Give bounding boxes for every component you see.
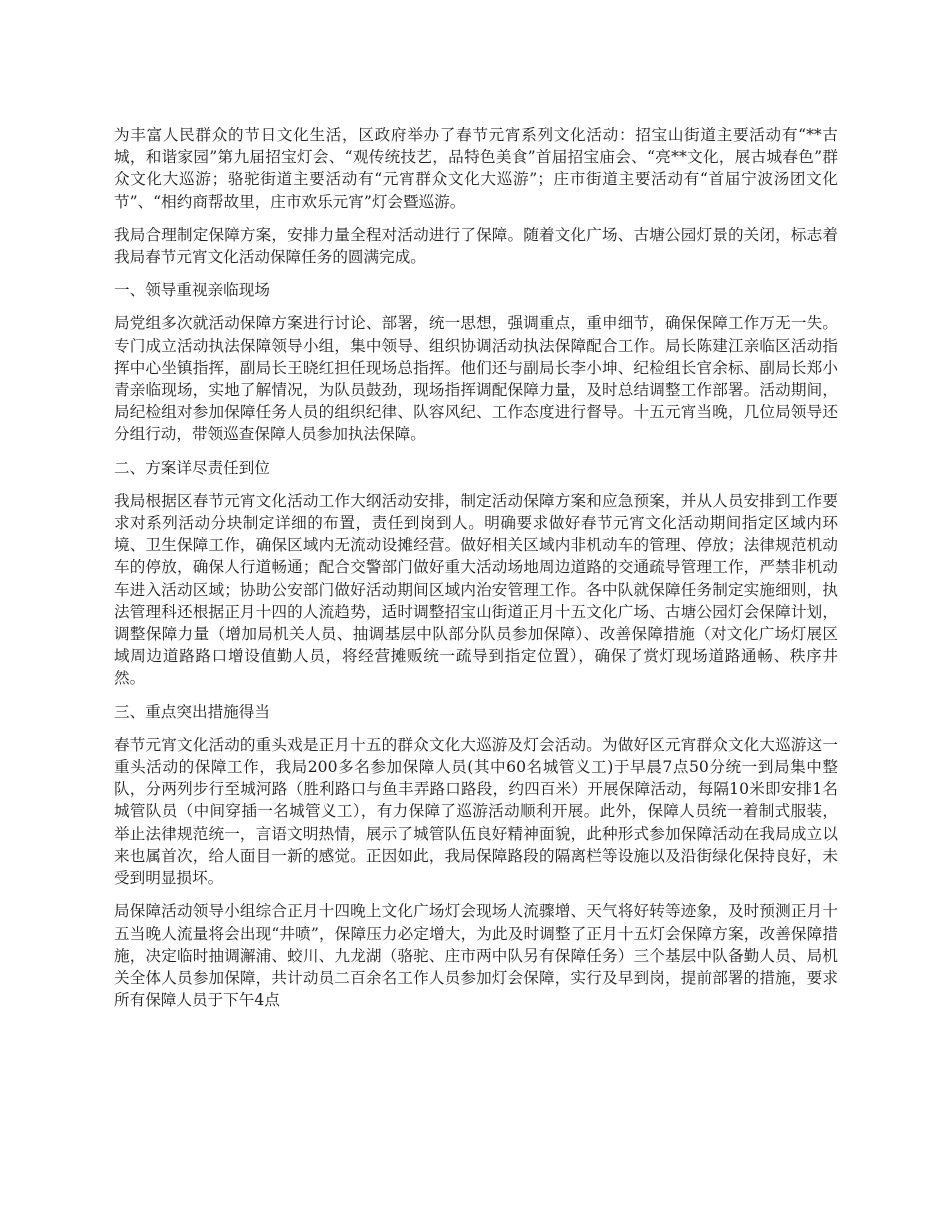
section-heading-1: 一、领导重视亲临现场 (114, 281, 270, 300)
paragraph-section-3b: 局保障活动领导小组综合正月十四晚上文化广场灯会现场人流骤增、天气将好转等迹象，及时预测正月十五当晚人流量将会出现“井喷”，保障压力必定增大，为此及时调整了正月十五灯会保障方案，改善保障措施，决定临时抽调澥浦、蛟川、九龙湖（骆驼、庄市两中队另有保障任务）三个基层中队备勤人员、局机关全体人员参加保障，共计动员二百余名工作人员参加灯会保障，实行及早到岗，提前部署的措施，要求所有保障人员于下午4点 (114, 902, 838, 1010)
paragraph-section-1: 局党组多次就活动保障方案进行讨论、部署，统一思想，强调重点，重申细节，确保保障工作万无一失。专门成立活动执法保障领导小组，集中领导、组织协调活动执法保障配合工作。局长陈建江亲临区活动指挥中心坐镇指挥，副局长王晓红担任现场总指挥。他们还与副局长李小坤、纪检组长官余标、副局长郑小青亲临现场，实地了解情况，为队员鼓劲，现场指挥调配保障力量，及时总结调整工作部署。活动期间，局纪检组对参加保障任务人员的组织纪律、队容风纪、工作态度进行督导。十五元宵当晚，几位局领导还分组行动，带领巡查保障人员参加执法保障。 (114, 314, 838, 444)
paragraph-summary: 我局合理制定保障方案，安排力量全程对活动进行了保障。随着文化广场、古塘公园灯景的关闭，标志着我局春节元宵文化活动保障任务的圆满完成。 (114, 225, 838, 267)
paragraph-section-3a: 春节元宵文化活动的重头戏是正月十五的群众文化大巡游及灯会活动。为做好区元宵群众文化大巡游这一重头活动的保障工作，我局200多名参加保障人员(其中60名城管义工)于早晨7点50分统一到局集中整队，分两列步行至城河路（胜利路口与鱼丰弄路口路段，约四百米）开展保障活动，每隔10米即安排1名城管队员（中间穿插一名城管义工），有力保障了巡游活动顺利开展。此外，保障人员统一着制式服装，举止法律规范统一，言语文明热情，展示了城管队伍良好精神面貌，此种形式参加保障活动在我局成立以来也属首次，给人面目一新的感觉。正因如此，我局保障路段的隔离栏等设施以及沿街绿化保持良好，未受到明显损坏。 (114, 735, 838, 888)
document-body (114, 124, 838, 1022)
section-heading-2: 二、方案详尽责任到位 (114, 458, 270, 477)
paragraph-intro: 为丰富人民群众的节日文化生活，区政府举办了春节元宵系列文化活动：招宝山街道主要活动有“**古城，和谐家园”第九届招宝灯会、“观传统技艺，品特色美食”首届招宝庙会、“亮**文化，展古城春色”群众文化大巡游；骆驼街道主要活动有“元宵群众文化大巡游”；庄市街道主要活动有“首届宁波汤团文化节”、“相约商帮故里，庄市欢乐元宵”灯会暨巡游。 (114, 126, 838, 211)
section-heading-3: 三、重点突出措施得当 (114, 702, 270, 721)
paragraph-section-2: 我局根据区春节元宵文化活动工作大纲活动安排，制定活动保障方案和应急预案，并从人员安排到工作要求对系列活动分块制定详细的布置，责任到岗到人。明确要求做好春节元宵文化活动期间指定区域内环境、卫生保障工作，确保区域内无流动设摊经营。做好相关区域内非机动车的管理、停放；法律规范机动车的停放，确保人行道畅通；配合交警部门做好重大活动场地周边道路的交通疏导管理工作，严禁非机动车进入活动区域；协助公安部门做好活动期间区域内治安管理工作。各中队就保障任务制定实施细则，执法管理科还根据正月十四的人流趋势，适时调整招宝山街道正月十五文化广场、古塘公园灯会保障计划，调整保障力量（增加局机关人员、抽调基层中队部分队员参加保障）、改善保障措施（对文化广场灯展区域周边道路路口增设值勤人员，将经营摊贩统一疏导到指定位置），确保了赏灯现场道路通畅、秩序井然。 (114, 491, 838, 688)
